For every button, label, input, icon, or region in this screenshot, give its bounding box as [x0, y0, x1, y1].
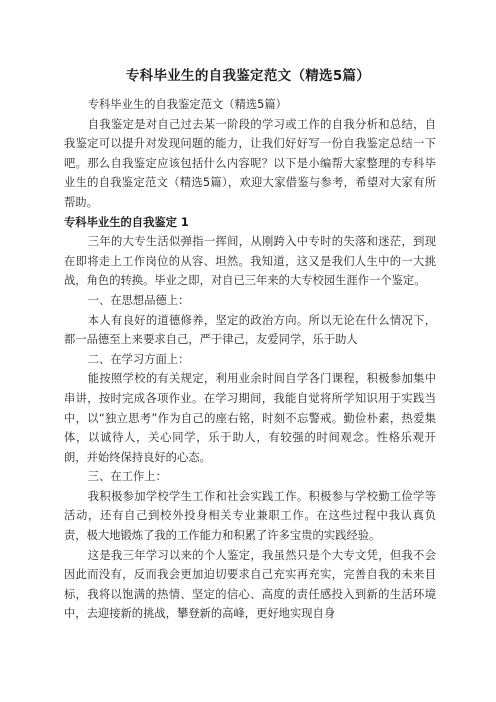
body-paragraph: 三年的大专生活似弹指一挥间，从刚跨入中专时的失落和迷茫，到现在即将走上工作岗位的从容、坦然。我知道，这又是我们人生中的一大挑战，角色的转换。毕业之即，对自已三年来的大专校园生涯作一个鉴定。 — [64, 235, 436, 288]
body-paragraph: 一、在思想品德上： — [87, 293, 190, 307]
body-paragraph: 这是我三年学习以来的个人鉴定，我虽然只是个大专文凭，但我不会因此而没有，反而我会更加迫切要求自己充实再充实，完善自我的未来目标，我将以饱满的热情、坚定的信心、高度的责任感投入到新的生活环境中，去迎接新的挑战，攀登新的高峰，更好地实现自身 — [64, 548, 436, 621]
document-body — [64, 95, 436, 624]
body-paragraph: 本人有良好的道德修养，坚定的政治方向。所以无论在什么情况下，都一品德至上来要求自己，严于律己，友爱同学，乐于助人 — [64, 313, 436, 347]
document-title: 专科毕业生的自我鉴定范文（精选5篇） — [125, 68, 371, 84]
body-paragraph: 三、在工作上： — [87, 470, 167, 484]
body-paragraph: 自我鉴定是对自己过去某一阶段的学习或工作的自我分析和总结，自我鉴定可以提升对发现问题的能力，让我们好好写一份自我鉴定总结一下吧。那么自我鉴定应该包括什么内容呢？以下是小编帮大家整理的专科毕业生的自我鉴定范文（精选5篇），欢迎大家借鉴与参考，希望对大家有所帮助。 — [64, 117, 436, 209]
section-heading: 专科毕业生的自我鉴定 1 — [64, 215, 189, 229]
body-paragraph: 能按照学校的有关规定，利用业余时间自学各门课程，积极参加集中串讲，按时完成各项作业。在学习期间，我能自觉将所学知识用于实践当中，以“独立思考”作为自己的座右铭，时刻不忘警戒。勤俭朴素，热爱集体，以诚待人，关心同学，乐于助人，有较强的时间观念。性格乐观开朗，并始终保持良好的心态。 — [64, 372, 436, 464]
body-paragraph: 专科毕业生的自我鉴定范文（精选5篇） — [87, 98, 287, 111]
body-paragraph: 二、在学习方面上： — [87, 352, 190, 366]
body-paragraph: 我积极参加学校学生工作和社会实践工作。积极参与学校勤工俭学等活动，还有自己到校外投身相关专业兼职工作。在这些过程中我认真负责，极大地锻炼了我的工作能力和积累了许多宝贵的实践经验。 — [64, 489, 436, 543]
